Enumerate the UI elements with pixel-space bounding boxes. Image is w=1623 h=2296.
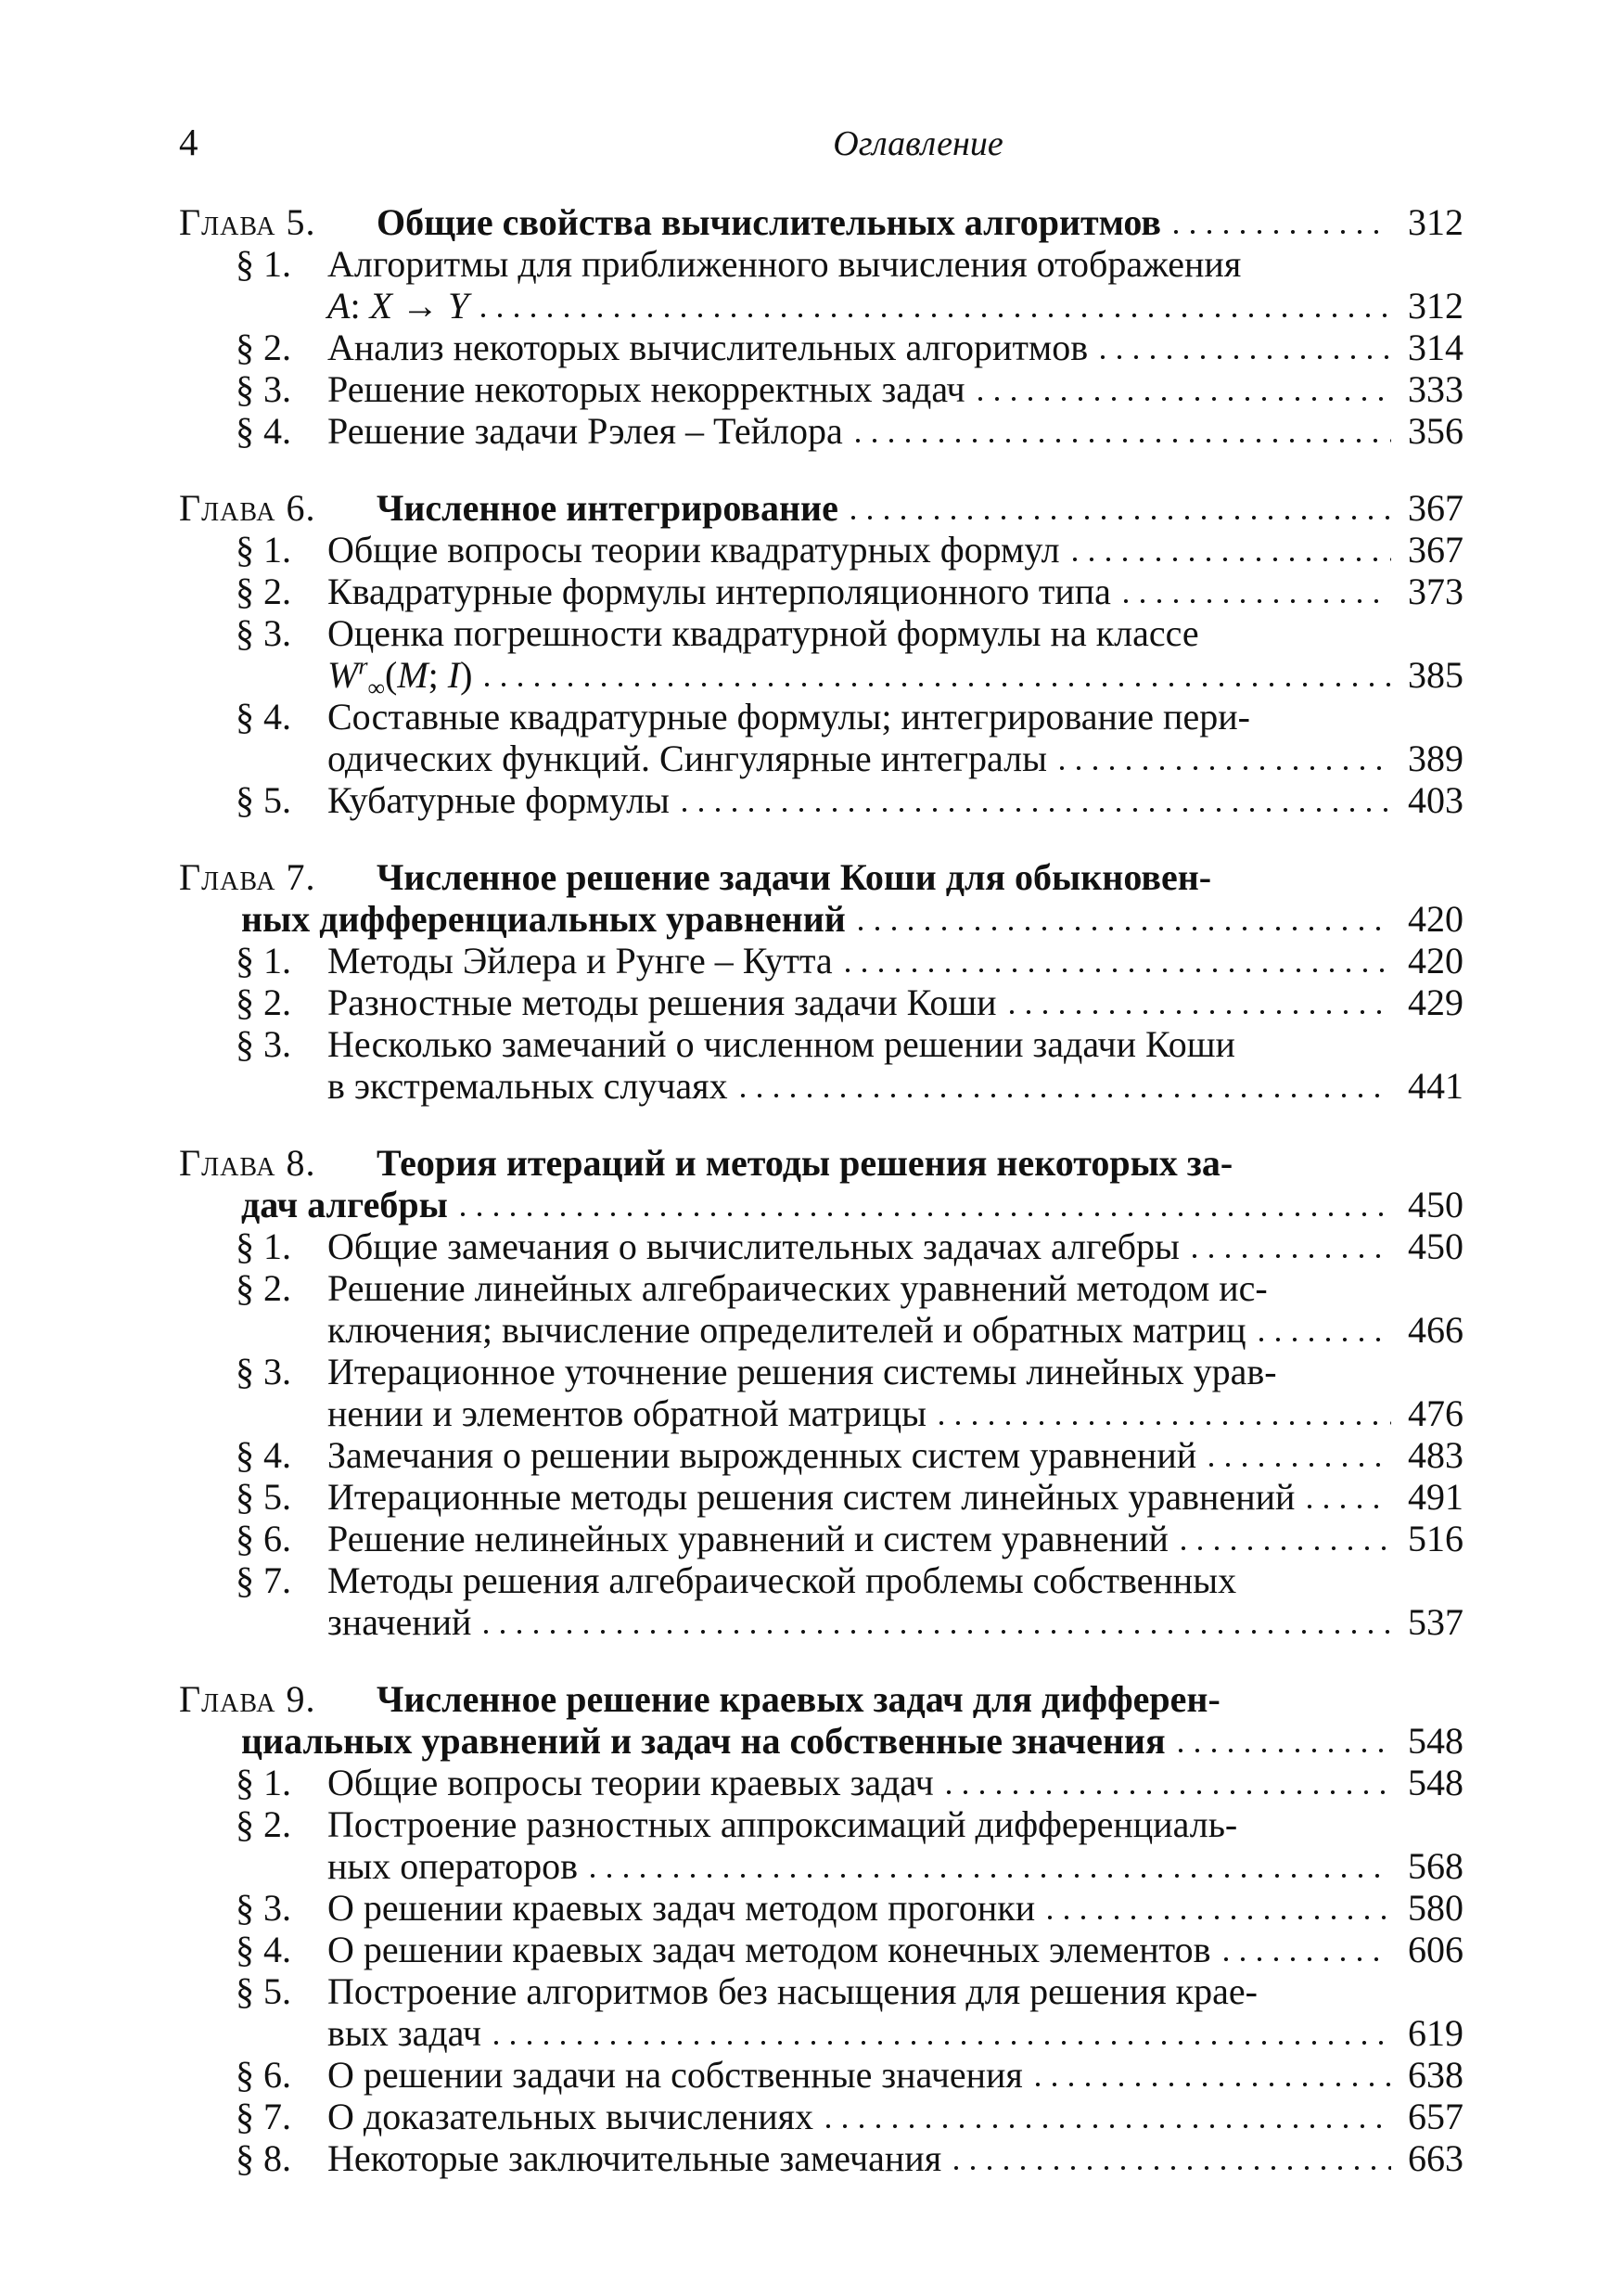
section-line (179, 327, 1463, 368)
chapter-entry (179, 1678, 1463, 2179)
page-ref[interactable]: 476 (1408, 1392, 1463, 1434)
section-title[interactable]: Решение задачи Рэлея – Тейлора (327, 410, 843, 452)
section-number: § 1. (236, 1225, 291, 1267)
dot-leader (1073, 558, 1391, 562)
section-number: § 1. (236, 529, 291, 571)
chapter-entry (179, 856, 1463, 1107)
page-number: 4 (179, 121, 198, 163)
section-title[interactable]: Квадратурные формулы интерполяционного типа (327, 571, 1111, 612)
chapter-entry (179, 201, 1463, 452)
page-ref[interactable]: 312 (1408, 201, 1463, 243)
page-ref[interactable]: 537 (1408, 1601, 1463, 1643)
section-title[interactable]: $W^r_\infty(M$; I) (327, 652, 473, 701)
dot-leader (859, 927, 1391, 931)
section-number: § 1. (236, 940, 291, 981)
section-title[interactable]: значений (327, 1601, 472, 1643)
page-ref[interactable]: 403 (1408, 779, 1463, 821)
section-line (179, 612, 1463, 654)
chapter-title[interactable]: дач алгебры (241, 1184, 448, 1225)
dot-leader (1048, 1916, 1391, 1920)
section-title[interactable]: Алгоритмы для приближенного вычисления отображения (327, 243, 1242, 285)
page-ref[interactable]: 606 (1408, 1929, 1463, 1970)
section-title[interactable]: Оценка погрешности квадратурной формулы на классе (327, 612, 1199, 654)
section-line (179, 696, 1463, 738)
section-number: § 2. (236, 571, 291, 612)
chapter-label: Глава 5. (179, 201, 316, 243)
section-title[interactable]: ных операторов (327, 1845, 578, 1887)
section-line (179, 1392, 1463, 1434)
section-title[interactable]: Общие вопросы теории краевых задач (327, 1762, 934, 1803)
section-line (179, 1476, 1463, 1518)
chapter-label: Глава 7. (179, 856, 316, 898)
chapter-line (179, 856, 1463, 898)
section-number: § 3. (236, 1351, 291, 1392)
dot-leader (481, 314, 1391, 318)
section-title[interactable]: Методы решения алгебраической проблемы собственных (327, 1559, 1237, 1601)
dot-leader (851, 516, 1391, 520)
running-title: Оглавление (833, 124, 1003, 163)
section-title[interactable]: Итерационные методы решения систем линейных уравнений (327, 1476, 1296, 1518)
section-title[interactable]: Итерационное уточнение решения системы линейных урав- (327, 1351, 1277, 1392)
page-ref[interactable]: 441 (1408, 1065, 1463, 1107)
chapter-title[interactable]: Общие свойства вычислительных алгоритмов (377, 201, 1161, 243)
chapter-title[interactable]: Теория итераций и методы решения некоторых за- (377, 1142, 1233, 1184)
section-title[interactable]: нении и элементов обратной матрицы (327, 1392, 927, 1434)
dot-leader (1308, 1505, 1391, 1509)
dot-leader (947, 1790, 1391, 1795)
page-ref[interactable]: 333 (1408, 368, 1463, 410)
table-of-contents (179, 201, 1463, 2214)
section-number: § 6. (236, 1518, 291, 1559)
section-line (179, 1434, 1463, 1476)
section-number: § 2. (236, 1267, 291, 1309)
section-number: § 2. (236, 327, 291, 368)
page-ref[interactable]: 314 (1408, 327, 1463, 368)
chapter-entry (179, 487, 1463, 821)
section-line (179, 1601, 1463, 1643)
section-number: § 2. (236, 981, 291, 1023)
section-line (179, 2012, 1463, 2054)
section-title[interactable]: О решении краевых задач методом конечных элементов (327, 1929, 1211, 1970)
chapter-line (179, 1184, 1463, 1225)
section-title[interactable]: Составные квадратурные формулы; интегрирование пери- (327, 696, 1250, 738)
section-title[interactable]: Решение нелинейных уравнений и систем уравнений (327, 1518, 1169, 1559)
page-ref[interactable]: 580 (1408, 1887, 1463, 1929)
chapter-title[interactable]: Численное решение задачи Коши для обыкновен- (377, 856, 1212, 898)
section-number: § 3. (236, 1023, 291, 1065)
dot-leader (1174, 230, 1391, 235)
page-ref[interactable]: 420 (1408, 940, 1463, 981)
chapter-line (179, 487, 1463, 529)
dot-leader (1179, 1749, 1391, 1753)
section-number: § 3. (236, 612, 291, 654)
section-number: § 3. (236, 1887, 291, 1929)
dot-leader (939, 1421, 1391, 1426)
page-ref[interactable]: 429 (1408, 981, 1463, 1023)
section-line (179, 779, 1463, 821)
page-ref[interactable]: 373 (1408, 571, 1463, 612)
section-title[interactable]: Замечания о решении вырожденных систем уравнений (327, 1434, 1197, 1476)
section-line (179, 1803, 1463, 1845)
section-line (179, 1762, 1463, 1803)
section-line (179, 243, 1463, 285)
dot-leader (1209, 1463, 1391, 1468)
dot-leader (954, 2166, 1391, 2171)
section-number: § 4. (236, 1929, 291, 1970)
dot-leader (494, 2041, 1391, 2046)
chapter-title[interactable]: Численное интегрирование (377, 487, 838, 529)
section-number: § 4. (236, 696, 291, 738)
section-title[interactable]: Методы Эйлера и Рунге – Кутта (327, 940, 833, 981)
chapter-line (179, 1142, 1463, 1184)
section-line (179, 1023, 1463, 1065)
section-title[interactable]: Общие вопросы теории квадратурных формул (327, 529, 1060, 571)
section-number: § 1. (236, 243, 291, 285)
section-line (179, 2137, 1463, 2179)
section-title[interactable]: Разностные методы решения задачи Коши (327, 981, 997, 1023)
chapter-title[interactable]: Численное решение краевых задач для дифферен- (377, 1678, 1220, 1720)
section-number: § 3. (236, 368, 291, 410)
dot-leader (826, 2124, 1391, 2129)
section-number: § 5. (236, 1476, 291, 1518)
page-ref[interactable]: 548 (1408, 1720, 1463, 1762)
dot-leader (1124, 599, 1391, 604)
section-title[interactable]: Некоторые заключительные замечания (327, 2137, 942, 2179)
section-title[interactable]: Анализ некоторых вычислительных алгоритмов (327, 327, 1089, 368)
section-title[interactable]: в экстремальных случаях (327, 1065, 728, 1107)
section-line (179, 285, 1463, 327)
page-ref[interactable]: 385 (1408, 654, 1463, 696)
page-ref[interactable]: 389 (1408, 738, 1463, 779)
chapter-title[interactable]: циальных уравнений и задач на собственные значения (241, 1720, 1166, 1762)
chapter-line (179, 201, 1463, 243)
dot-leader (741, 1094, 1391, 1098)
page-ref[interactable]: 466 (1408, 1309, 1463, 1351)
section-line (179, 571, 1463, 612)
page-ref[interactable]: 516 (1408, 1518, 1463, 1559)
section-line (179, 1351, 1463, 1392)
page-ref[interactable]: 657 (1408, 2096, 1463, 2137)
page-ref[interactable]: 548 (1408, 1762, 1463, 1803)
section-title[interactable]: Решение линейных алгебраических уравнений методом ис- (327, 1267, 1268, 1309)
section-line (179, 940, 1463, 981)
section-line (179, 2096, 1463, 2137)
page-ref[interactable]: 619 (1408, 2012, 1463, 2054)
page-ref[interactable]: 450 (1408, 1184, 1463, 1225)
dot-leader (1224, 1957, 1391, 1962)
section-number: § 5. (236, 779, 291, 821)
dot-leader (846, 968, 1391, 973)
section-title[interactable]: ключения; вычисление определителей и обратных матриц (327, 1309, 1246, 1351)
section-number: § 4. (236, 410, 291, 452)
section-line (179, 1518, 1463, 1559)
dot-leader (1010, 1010, 1391, 1015)
section-number: § 4. (236, 1434, 291, 1476)
chapter-line (179, 1678, 1463, 1720)
dot-leader (484, 1630, 1391, 1635)
page-ref[interactable]: 491 (1408, 1476, 1463, 1518)
section-number: § 2. (236, 1803, 291, 1845)
page-ref[interactable]: 367 (1408, 529, 1463, 571)
section-number: § 7. (236, 1559, 291, 1601)
dot-leader (856, 439, 1391, 443)
dot-leader (1060, 766, 1391, 771)
dot-leader (978, 397, 1391, 402)
page-ref[interactable]: 450 (1408, 1225, 1463, 1267)
section-number: § 6. (236, 2054, 291, 2096)
section-line (179, 1845, 1463, 1887)
section-line (179, 410, 1463, 452)
dot-leader (1182, 1546, 1391, 1551)
dot-leader (1259, 1338, 1391, 1342)
section-number: § 8. (236, 2137, 291, 2179)
section-title[interactable]: Решение некоторых некорректных задач (327, 368, 965, 410)
section-line (179, 1309, 1463, 1351)
dot-leader (1036, 2083, 1391, 2087)
dot-leader (461, 1212, 1391, 1217)
section-title[interactable]: Построение алгоритмов без насыщения для решения крае- (327, 1970, 1258, 2012)
section-title[interactable]: Общие замечания о вычислительных задачах алгебры (327, 1225, 1180, 1267)
dot-leader (1193, 1254, 1391, 1259)
section-line (179, 529, 1463, 571)
section-title[interactable]: Кубатурные формулы (327, 779, 670, 821)
section-line (179, 652, 1463, 701)
section-number: § 5. (236, 1970, 291, 2012)
section-title[interactable]: О решении задачи на собственные значения (327, 2054, 1023, 2096)
section-line (179, 981, 1463, 1023)
section-line (179, 1559, 1463, 1601)
section-line (179, 1225, 1463, 1267)
page-ref[interactable]: 638 (1408, 2054, 1463, 2096)
section-title[interactable]: О доказательных вычислениях (327, 2096, 814, 2137)
chapter-line (179, 1720, 1463, 1762)
chapter-label: Глава 9. (179, 1678, 316, 1720)
chapter-label: Глава 8. (179, 1142, 316, 1184)
page-ref[interactable]: 663 (1408, 2137, 1463, 2179)
page-ref[interactable]: 367 (1408, 487, 1463, 529)
page-ref[interactable]: 312 (1408, 285, 1463, 327)
section-line (179, 1267, 1463, 1309)
section-number: § 1. (236, 1762, 291, 1803)
section-title[interactable]: одических функций. Сингулярные интегралы (327, 738, 1047, 779)
page-ref[interactable]: 356 (1408, 410, 1463, 452)
section-title[interactable]: Построение разностных аппроксимаций дифференциаль- (327, 1803, 1238, 1845)
section-title[interactable]: A: X → Y (327, 285, 469, 327)
section-line (179, 1929, 1463, 1970)
section-line (179, 1065, 1463, 1107)
section-line (179, 1970, 1463, 2012)
dot-leader (1101, 355, 1391, 360)
chapter-entry (179, 1142, 1463, 1643)
dot-leader (485, 683, 1391, 687)
section-line (179, 1887, 1463, 1929)
section-line (179, 368, 1463, 410)
chapter-label: Глава 6. (179, 487, 316, 529)
page-ref[interactable]: 568 (1408, 1845, 1463, 1887)
page-ref[interactable]: 420 (1408, 898, 1463, 940)
section-title[interactable]: Несколько замечаний о численном решении задачи Коши (327, 1023, 1235, 1065)
dot-leader (683, 808, 1391, 813)
section-line (179, 738, 1463, 779)
dot-leader (591, 1874, 1391, 1879)
page-ref[interactable]: 483 (1408, 1434, 1463, 1476)
section-title[interactable]: О решении краевых задач методом прогонки (327, 1887, 1036, 1929)
chapter-line (179, 898, 1463, 940)
section-title[interactable]: вых задач (327, 2012, 481, 2054)
section-number: § 7. (236, 2096, 291, 2137)
section-line (179, 2054, 1463, 2096)
chapter-title[interactable]: ных дифференциальных уравнений (241, 898, 846, 940)
